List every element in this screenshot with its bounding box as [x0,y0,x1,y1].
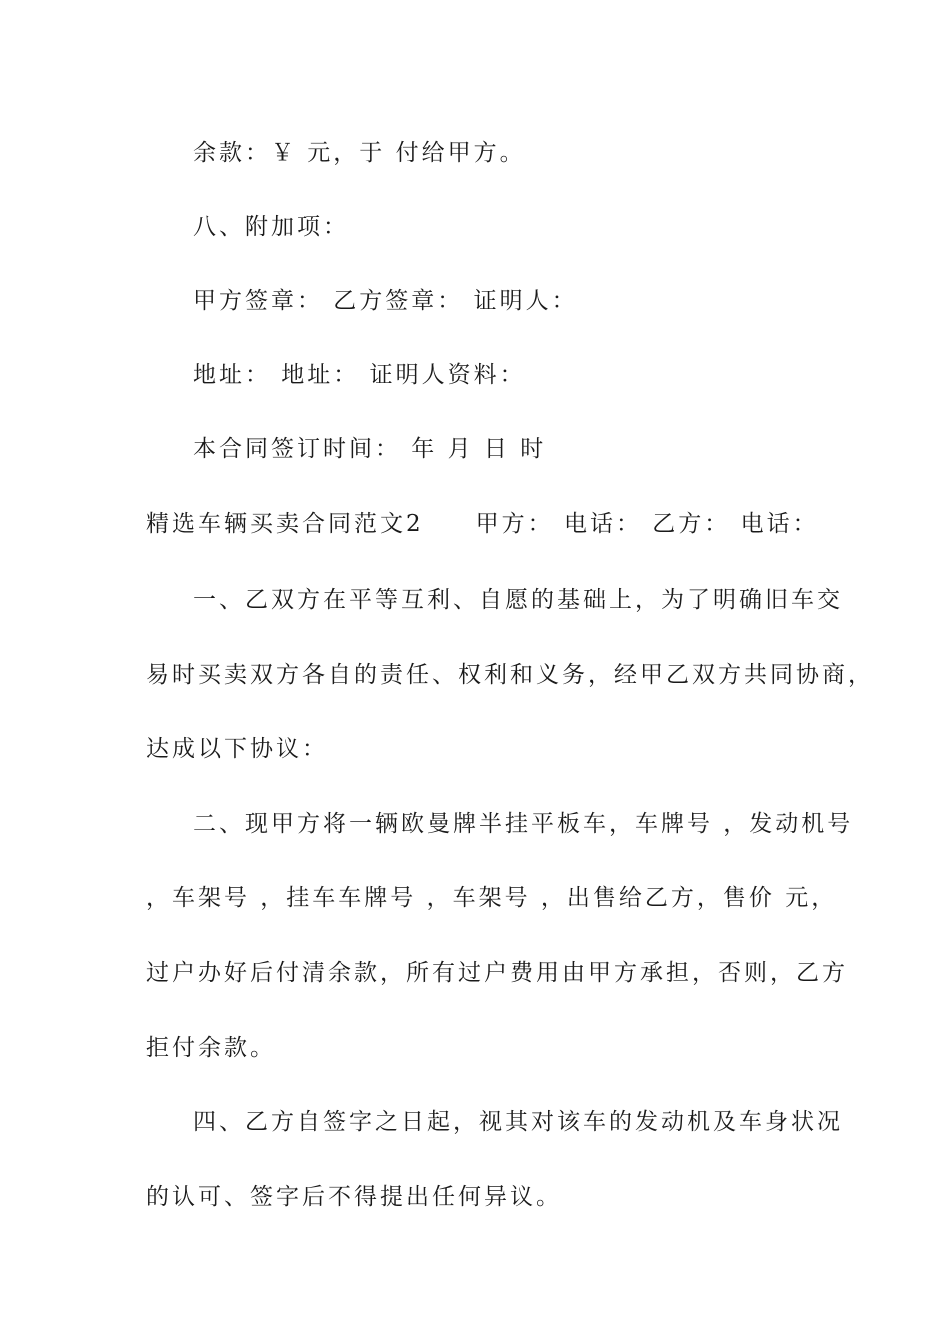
clause-1-line-1: 一、乙双方在平等互利、自愿的基础上，为了明确旧车交 [193,587,843,613]
contract-title: 精选车辆买卖合同范文2 [146,511,424,537]
section-8-heading: 八、附加项： [193,214,349,240]
signature-line: 甲方签章： 乙方签章： 证明人： [193,288,578,314]
clause-2-line-4: 拒付余款。 [146,1035,276,1061]
balance-line: 余款：￥ 元，于 付给甲方。 [193,140,526,166]
clause-2-line-2: ，车架号 ，挂车车牌号 ，车架号 ，出售给乙方，售价 元， [146,885,838,911]
clause-4-line-2: 的认可、签字后不得提出任何异议。 [146,1184,562,1210]
clause-1-line-3: 达成以下协议： [146,736,328,762]
party-contact-line: 甲方： 电话： 乙方： 电话： [475,511,819,537]
clause-1-line-2: 易时买卖双方各自的责任、权利和义务，经甲乙双方共同协商， [146,662,874,688]
address-line: 地址： 地址： 证明人资料： [193,362,526,388]
signing-time-line: 本合同签订时间： 年 月 日 时 [193,436,547,462]
clause-4-line-1: 四、乙方自签字之日起，视其对该车的发动机及车身状况 [193,1109,843,1135]
clause-2-line-3: 过户办好后付清余款，所有过户费用由甲方承担，否则，乙方 [146,960,848,986]
contract-title-row [146,509,836,539]
clause-2-line-1: 二、现甲方将一辆欧曼牌半挂平板车，车牌号 ，发动机号 [193,811,854,837]
